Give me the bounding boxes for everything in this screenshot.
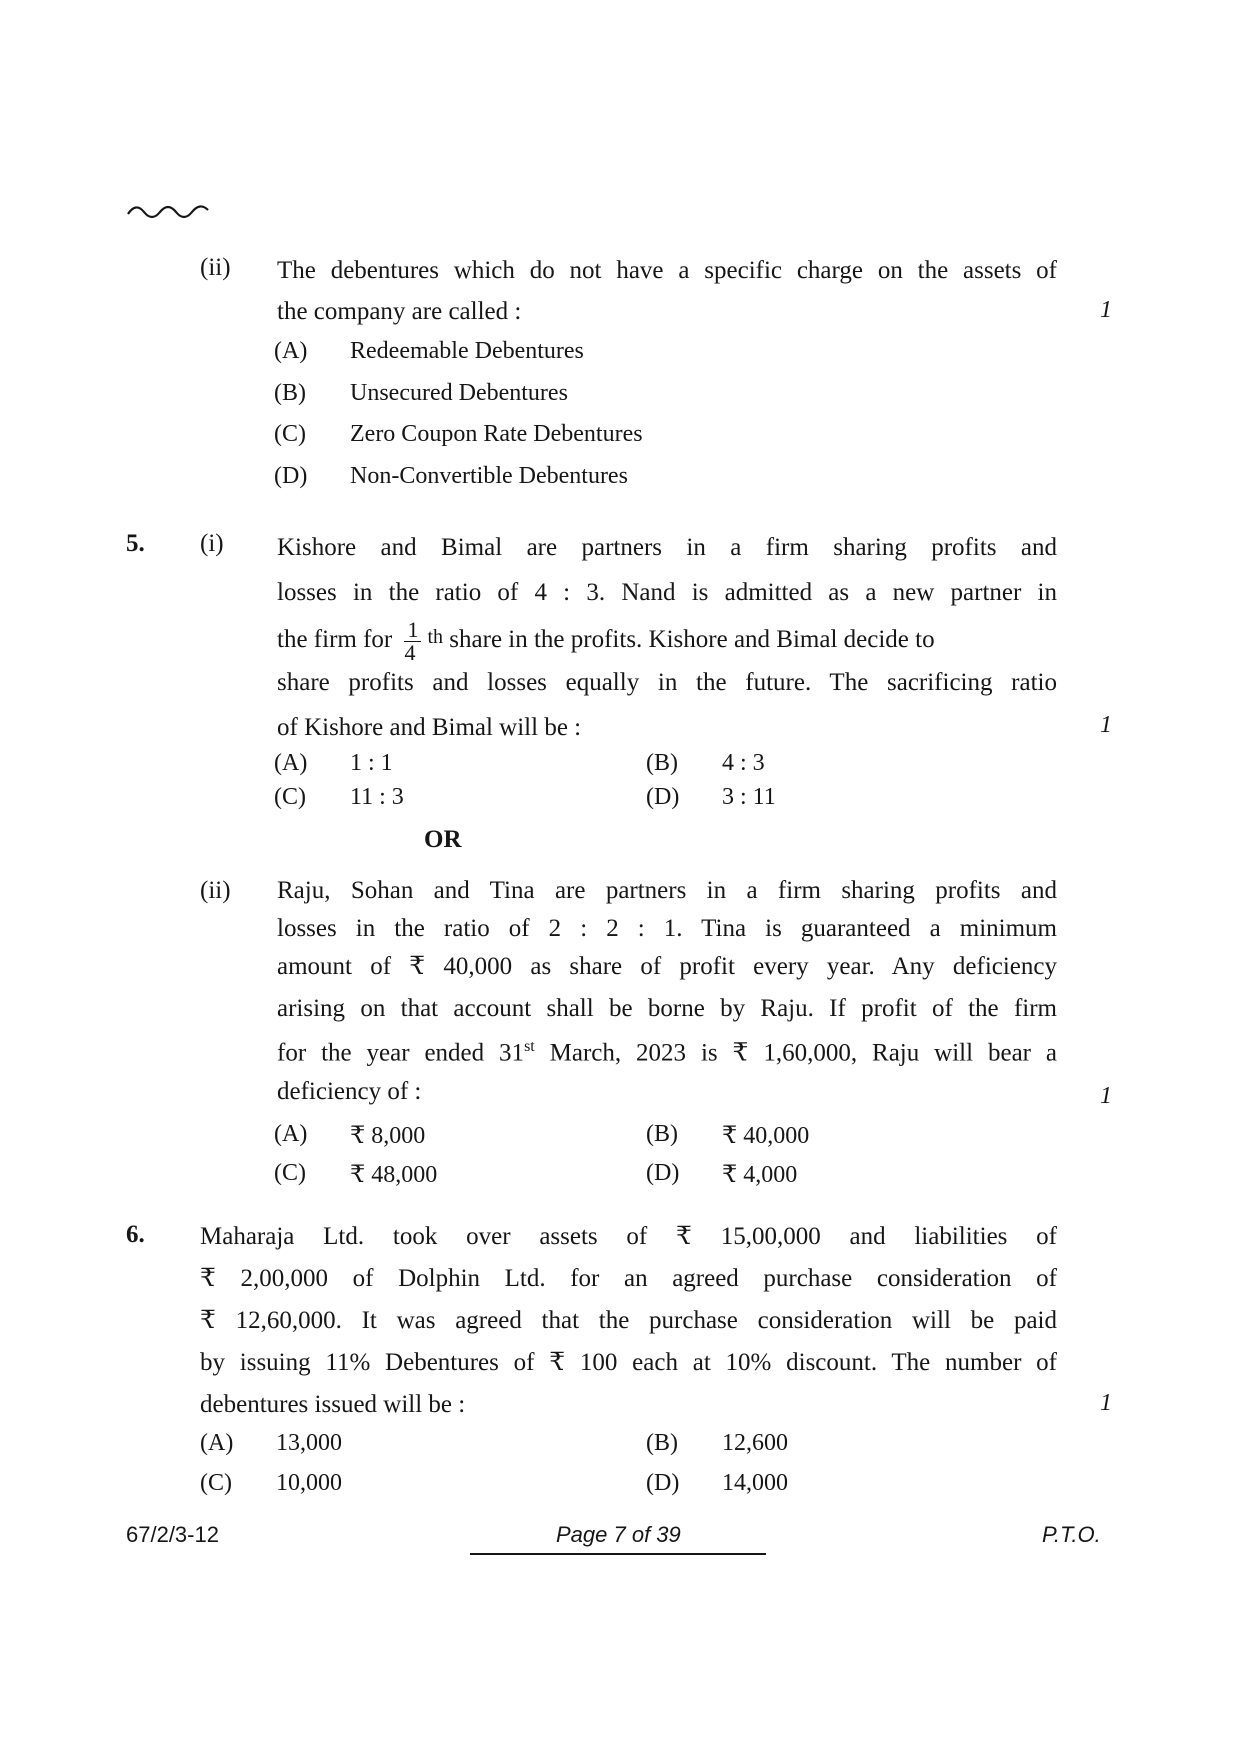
q5ii-option-label: (D) [646, 1160, 680, 1186]
fraction-one-fourth [404, 616, 421, 665]
q5i-option-text: 1 : 1 [350, 750, 393, 776]
q6-option-text: 12,600 [722, 1430, 788, 1456]
q5i-option-text: 3 : 11 [722, 784, 776, 810]
q4ii-option-label: (C) [274, 421, 306, 447]
q5i-label: (i) [200, 530, 224, 557]
q5ii-stem [277, 872, 1057, 1111]
q5ii-label: (ii) [200, 877, 231, 904]
q5ii-option-text: ₹ 40,000 [722, 1123, 810, 1149]
q4ii-option-label: (B) [274, 380, 306, 406]
q6-option-label: (D) [646, 1470, 680, 1496]
q4ii-label: (ii) [200, 254, 231, 281]
q5ii-line5-post: March, 2023 is ₹ 1,60,000, Raju will bear a [534, 1039, 1057, 1067]
q5i-line: Kishore and Bimal are partners in a firm sharing profits and [277, 534, 1057, 561]
q6-option-label: (C) [200, 1470, 232, 1496]
q5ii-superscript: st [524, 1038, 535, 1055]
fraction-denominator: 4 [404, 639, 416, 665]
footer-underline [470, 1553, 766, 1555]
q5ii-line: arising on that account shall be borne by Raju. If profit of the firm [277, 995, 1057, 1022]
q4ii-option-text: Non-Convertible Debentures [350, 463, 628, 489]
q4ii-option-text: Zero Coupon Rate Debentures [350, 421, 643, 447]
q5ii-option-text: ₹ 4,000 [722, 1162, 798, 1188]
q4ii-option-label: (A) [274, 338, 308, 364]
q5ii-line: deficiency of : [277, 1078, 422, 1105]
q5i-line-fraction [277, 615, 1057, 665]
q4ii-line: the company are called : [277, 298, 522, 325]
q5ii-line-sup [277, 1028, 1057, 1073]
pto-label: P.T.O. [1042, 1522, 1101, 1547]
q5i-option-text: 4 : 3 [722, 750, 765, 776]
q5ii-line: losses in the ratio of 2 : 2 : 1. Tina is guaranteed a minimum [277, 915, 1057, 942]
q5i-line: share profits and losses equally in the future. The sacrificing ratio [277, 669, 1057, 696]
q5ii-option-text: ₹ 48,000 [350, 1162, 438, 1188]
q5i-line: of Kishore and Bimal will be : [277, 714, 582, 741]
fraction-numerator: 1 [404, 619, 421, 642]
q4ii-line: The debentures which do not have a specific charge on the assets of [277, 257, 1057, 284]
q6-line: ₹ 2,00,000 of Dolphin Ltd. for an agreed purchase consideration of [200, 1265, 1057, 1292]
q5i-line: losses in the ratio of 4 : 3. Nand is admitted as a new partner in [277, 579, 1057, 606]
q5i-line3-pre: the firm for [277, 626, 393, 653]
paper-code: 67/2/3-12 [126, 1522, 219, 1547]
q5i-marks: 1 [1100, 712, 1112, 738]
q4ii-option-text: Unsecured Debentures [350, 380, 568, 406]
q6-marks: 1 [1100, 1390, 1112, 1416]
q6-option-text: 13,000 [276, 1430, 342, 1456]
q5i-option-text: 11 : 3 [350, 784, 404, 810]
q5i-line3-post: share in the profits. Kishore and Bimal decide to [449, 626, 935, 653]
q6-stem [200, 1216, 1057, 1426]
q4ii-option-label: (D) [274, 463, 308, 489]
page-number: Page 7 of 39 [556, 1522, 681, 1547]
q5i-option-label: (B) [646, 750, 678, 776]
q6-number: 6. [126, 1221, 145, 1248]
q5i-stem [277, 525, 1057, 750]
q6-option-text: 14,000 [722, 1470, 788, 1496]
q5ii-line5-pre: for the year ended 31 [277, 1039, 525, 1067]
q6-line: debentures issued will be : [200, 1391, 466, 1418]
q6-line: ₹ 12,60,000. It was agreed that the purchase consideration will be paid [200, 1307, 1057, 1334]
q6-line: Maharaja Ltd. took over assets of ₹ 15,00,000 and liabilities of [200, 1223, 1057, 1250]
q4ii-option-text: Redeemable Debentures [350, 338, 584, 364]
q5ii-line: amount of ₹ 40,000 as share of profit every year. Any deficiency [277, 953, 1057, 980]
q5i-option-label: (A) [274, 750, 308, 776]
q5ii-marks: 1 [1100, 1083, 1112, 1109]
q5i-option-label: (C) [274, 784, 306, 810]
q5ii-option-text: ₹ 8,000 [350, 1123, 426, 1149]
q4ii-stem [277, 250, 1057, 332]
q6-option-label: (A) [200, 1430, 234, 1456]
q5ii-option-label: (C) [274, 1160, 306, 1186]
q5i-th: th [427, 626, 444, 648]
q6-option-text: 10,000 [276, 1470, 342, 1496]
q4ii-marks: 1 [1100, 297, 1112, 323]
q5ii-option-label: (B) [646, 1121, 678, 1147]
q6-line: by issuing 11% Debentures of ₹ 100 each at 10% discount. The number of [200, 1349, 1057, 1376]
or-separator: OR [424, 826, 462, 853]
q5ii-option-label: (A) [274, 1121, 308, 1147]
q6-option-label: (B) [646, 1430, 678, 1456]
q5ii-line: Raju, Sohan and Tina are partners in a firm sharing profits and [277, 877, 1057, 904]
q5-number: 5. [126, 530, 145, 557]
wave-mark-icon [126, 200, 212, 222]
q5i-option-label: (D) [646, 784, 680, 810]
